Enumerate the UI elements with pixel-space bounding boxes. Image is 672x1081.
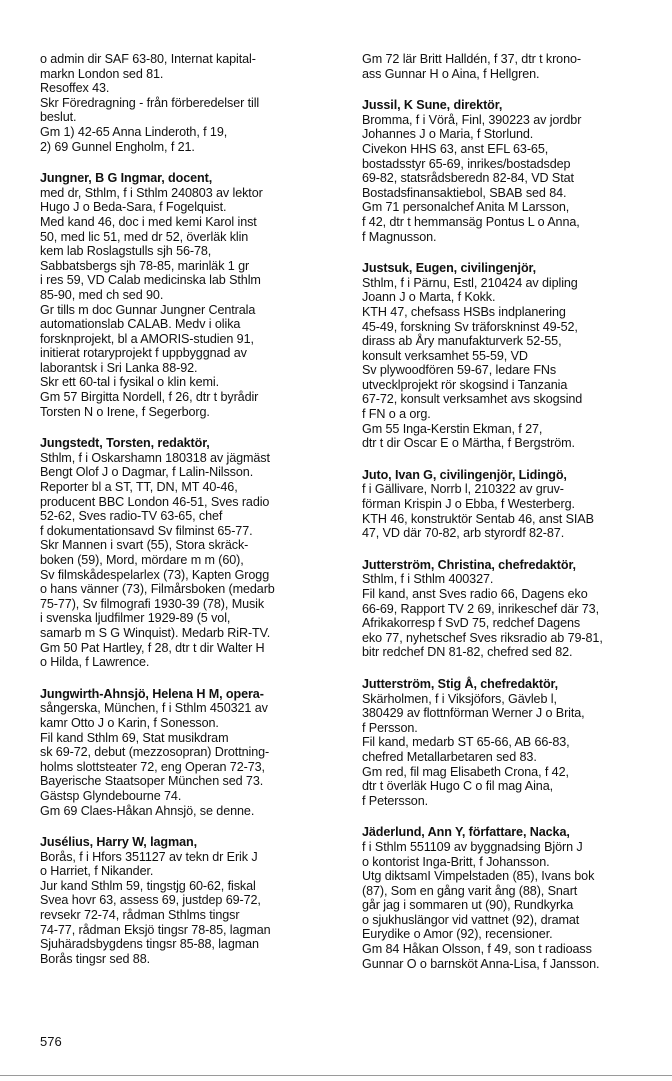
entry-line: Gm 50 Pat Hartley, f 28, dtr t dir Walter H — [40, 640, 265, 655]
entry-line: Gm 57 Birgitta Nordell, f 26, dtr t byrådir — [40, 390, 259, 405]
entry-line: f Persson. — [362, 720, 418, 735]
entry-line: 85-90, med ch sed 90. — [40, 287, 164, 302]
entry-headword-line: Justsuk, Eugen, civilingenjör, — [362, 261, 537, 276]
entry-line: Gm 71 personalchef Anita M Larsson, — [362, 200, 570, 215]
entry-line: f 42, dtr t hemmansäg Pontus L o Anna, — [362, 214, 580, 229]
entry-line: i res 59, VD Calab medicinska lab Sthlm — [40, 273, 261, 288]
entry-line: Torsten N o Irene, f Segerborg. — [40, 404, 210, 419]
biography-entry — [40, 171, 332, 419]
entry-line: Borås tingsr sed 88. — [40, 951, 151, 966]
entry-line: o Harriet, f Nikander. — [40, 864, 154, 879]
entry-line: revsekr 72-74, rådman Sthlms tingsr — [40, 908, 240, 923]
entry-line: Sabbatsbergs sjh 78-85, marinläk 1 gr — [40, 258, 250, 273]
entry-line: kem lab Roslagstulls sjh 56-78, — [40, 244, 212, 259]
entry-line: Gästsp Glyndebourne 74. — [40, 788, 182, 803]
entry-line: 47, VD där 70-82, arb styrordf 82-87. — [362, 526, 565, 541]
left-column — [40, 52, 332, 983]
entry-line: Joann J o Marta, f Kokk. — [362, 290, 496, 305]
entry-line: f i Gällivare, Norrb l, 210322 av gruv- — [362, 482, 564, 497]
entry-line: Bengt Olof J o Dagmar, f Lalin-Nilsson. — [40, 465, 254, 480]
entry-line: förman Krispin J o Ebba, f Westerberg. — [362, 497, 575, 512]
entry-line: sångerska, München, f i Sthlm 450321 av — [40, 701, 268, 716]
entry-line: laborantsk i Sri Lanka 88-92. — [40, 360, 198, 375]
entry-line: Fil kand Sthlm 69, Stat musikdram — [40, 730, 229, 745]
entry-line: Gunnar O o barnsköt Anna-Lisa, f Jansson. — [362, 956, 600, 971]
entry-line: beslut. — [40, 110, 77, 125]
entry-line: 52-62, Sves radio-TV 63-65, chef — [40, 509, 223, 524]
entry-line: går jag i sommaren ut (90), Rundkyrka — [362, 898, 574, 913]
entry-line: 45-49, forskning Sv träforskninst 49-52, — [362, 319, 578, 334]
entry-line: dtr t dir Oscar E o Märtha, f Bergström. — [362, 436, 575, 451]
entry-line: initierat rotaryprojekt f uppbyggnad av — [40, 346, 247, 361]
entry-line: f Magnusson. — [362, 229, 437, 244]
entry-line: Svea hovr 63, assess 69, justdep 69-72, — [40, 893, 261, 908]
entry-line: Hugo J o Beda-Sara, f Fogelquist. — [40, 200, 227, 215]
entry-continuation — [362, 52, 652, 81]
entry-line: dirass ab Åry manufakturverk 52-55, — [362, 334, 562, 349]
entry-line: i svenska ljudfilmer 1929-89 (5 vol, — [40, 611, 231, 626]
entry-line: Bostadsfinansaktiebol, SBAB sed 84. — [362, 185, 567, 200]
entry-line: Gm 1) 42-65 Anna Linderoth, f 19, — [40, 124, 228, 139]
page-number: 576 — [40, 1034, 62, 1049]
entry-headword-line: Jungner, B G Ingmar, docent, — [40, 171, 213, 186]
entry-line: Sjuhäradsbygdens tingsr 85-88, lagman — [40, 937, 259, 952]
entry-line: Sv filmskådespelarlex (73), Kapten Grogg — [40, 567, 270, 582]
entry-line: Utg diktsamI Vimpelstaden (85), Ivans bok — [362, 869, 595, 884]
entry-line: Med kand 46, doc i med kemi Karol inst — [40, 214, 257, 229]
entry-line: 66-69, Rapport TV 2 69, inrikeschef där 73, — [362, 601, 599, 616]
entry-line: med dr, Sthlm, f i Sthlm 240803 av lektor — [40, 185, 263, 200]
entry-line: 75-77), Sv filmografi 1930-39 (78), Musik — [40, 596, 265, 611]
entry-line: holms slottsteater 72, eng Operan 72-73, — [40, 759, 265, 774]
entry-line: Eurydike o Amor (92), recensioner. — [362, 927, 553, 942]
entry-line: dtr t överläk Hugo C o fil mag Aina, — [362, 779, 553, 794]
entry-line: o sjukhuslängor vid vattnet (92), dramat — [362, 912, 580, 927]
entry-line: ass Gunnar H o Aina, f Hellgren. — [362, 66, 540, 81]
entry-headword-line: Juto, Ivan G, civilingenjör, Lidingö, — [362, 467, 567, 482]
entry-line: Gm red, fil mag Elisabeth Crona, f 42, — [362, 764, 569, 779]
entry-headword-line: Jusélius, Harry W, lagman, — [40, 835, 197, 850]
entry-line: Reporter bl a ST, TT, DN, MT 40-46, — [40, 480, 238, 495]
entry-line: o Hilda, f Lawrence. — [40, 655, 150, 670]
bottom-divider — [0, 1075, 672, 1076]
biography-entry — [40, 835, 332, 966]
entry-line: Sthlm, f i Oskarshamn 180318 av jägmäst — [40, 450, 270, 465]
entry-line: Skr ett 60-tal i fysikal o klin kemi. — [40, 375, 219, 390]
entry-line: boken (59), Mord, mördare m m (60), — [40, 553, 244, 567]
entry-line: Johannes J o Maria, f Storlund. — [362, 127, 534, 142]
biography-entry — [362, 825, 652, 971]
entry-line: Fil kand, anst Sves radio 66, Dagens eko — [362, 587, 588, 601]
entry-line: f dokumentationsavd Sv filminst 65-77. — [40, 523, 253, 538]
entry-headword-line: Jungwirth-Ahnsjö, Helena H M, opera- — [40, 686, 264, 701]
entry-line: f i Sthlm 551109 av byggnadsing Björn J — [362, 839, 583, 854]
entry-line: konsult verksamhet 55-59, VD — [362, 348, 528, 363]
entry-line: bitr redchef DN 81-82, chefred sed 82. — [362, 645, 573, 660]
entry-line: Gm 84 Håkan Olsson, f 49, son t radioass — [362, 942, 592, 957]
entry-line: Fil kand, medarb ST 65-66, AB 66-83, — [362, 735, 570, 750]
entry-line: o hans vänner (73), Filmårsboken (medarb — [40, 582, 275, 597]
entry-line: 74-77, rådman Eksjö tingsr 78-85, lagman — [40, 922, 271, 937]
biography-entry — [362, 558, 652, 660]
entry-line: Gr tills m doc Gunnar Jungner Centrala — [40, 302, 256, 317]
entry-line: Jur kand Sthlm 59, tingstjg 60-62, fiskal — [40, 878, 256, 893]
entry-line: eko 77, nyhetschef Sves riksradio ab 79-81, — [362, 630, 603, 645]
entry-line: automationslab CALAB. Medv i olika — [40, 317, 241, 332]
biography-entry — [362, 261, 652, 451]
entry-line: KTH 47, chefsass HSBs indplanering — [362, 304, 566, 319]
entry-line: 67-72, konsult verksamhet avs skogsind — [362, 392, 583, 407]
entry-line: f Petersson. — [362, 793, 428, 808]
entry-line: producent BBC London 46-51, Sves radio — [40, 494, 270, 509]
entry-line: Sthlm, f i Sthlm 400327. — [362, 572, 494, 587]
entry-line: Civekon HHS 63, anst EFL 63-65, — [362, 141, 549, 156]
entry-headword-line: Jussil, K Sune, direktör, — [362, 98, 503, 113]
entry-line: Skärholmen, f i Viksjöfors, Gävleb l, — [362, 691, 557, 706]
entry-headword-line: Jutterström, Christina, chefredaktör, — [362, 557, 576, 572]
entry-headword-line: Jäderlund, Ann Y, författare, Nacka, — [362, 825, 570, 840]
entry-headword-line: Jungstedt, Torsten, redaktör, — [40, 436, 210, 451]
entry-continuation — [40, 52, 332, 154]
entry-line: KTH 46, konstruktör Sentab 46, anst SIAB — [362, 511, 594, 526]
biography-entry — [40, 436, 332, 670]
biography-entry — [362, 677, 652, 808]
entry-line: 69-82, statsrådsberedn 82-84, VD Stat — [362, 171, 574, 186]
entry-line: forsknprojekt, bl a AMORIS-studien 91, — [40, 331, 254, 346]
entry-line: 2) 69 Gunnel Engholm, f 21. — [40, 139, 195, 154]
entry-line: Gm 55 Inga-Kerstin Ekman, f 27, — [362, 421, 543, 436]
entry-line: o kontorist Inga-Britt, f Johansson. — [362, 854, 550, 869]
entry-line: utvecklprojekt rör skogsind i Tanzania — [362, 377, 568, 392]
entry-line: bostadsstyr 65-69, inrikes/bostadsdep — [362, 156, 571, 171]
entry-line: o admin dir SAF 63-80, Internat kapital- — [40, 52, 256, 66]
entry-line: Bayerische Staatsoper München sed 73. — [40, 774, 264, 789]
entry-line: Sthlm, f i Pärnu, Estl, 210424 av dipling — [362, 275, 578, 290]
entry-line: Resoffex 43. — [40, 81, 110, 96]
entry-headword-line: Jutterström, Stig Å, chefredaktör, — [362, 676, 559, 691]
entry-line: markn London sed 81. — [40, 66, 164, 81]
entry-line: Afrikakorresp f SvD 75, redchef Dagens — [362, 616, 581, 631]
entry-line: Bromma, f i Vörå, Finl, 390223 av jordbr — [362, 112, 582, 127]
entry-line: kamr Otto J o Karin, f Sonesson. — [40, 715, 219, 730]
biography-entry — [40, 687, 332, 818]
right-column — [362, 52, 652, 988]
entry-line: Sv plywoodfören 59-67, ledare FNs — [362, 363, 557, 378]
entry-line: f FN o a org. — [362, 407, 431, 422]
entry-line: sk 69-72, debut (mezzosopran) Drottning- — [40, 745, 270, 760]
entry-line: chefred Metallarbetaren sed 83. — [362, 749, 537, 764]
entry-line: 380429 av flottnförman Werner J o Brita, — [362, 706, 585, 721]
entry-line: samarb m S G Winquist). Medarb RiR-TV. — [40, 625, 271, 640]
biography-entry — [362, 468, 652, 541]
entry-line: Skr Föredragning - från förberedelser till — [40, 95, 260, 110]
entry-line: (87), Som en gång varit ång (88), Snart — [362, 883, 578, 898]
biography-entry — [362, 98, 652, 244]
entry-line: Gm 69 Claes-Håkan Ahnsjö, se denne. — [40, 803, 255, 818]
entry-line: Skr Mannen i svart (55), Stora skräck- — [40, 538, 249, 553]
entry-line: Borås, f i Hfors 351127 av tekn dr Erik J — [40, 849, 258, 864]
entry-line: Gm 72 lär Britt Halldén, f 37, dtr t krono- — [362, 52, 581, 66]
entry-line: 50, med lic 51, med dr 52, överläk klin — [40, 229, 249, 244]
